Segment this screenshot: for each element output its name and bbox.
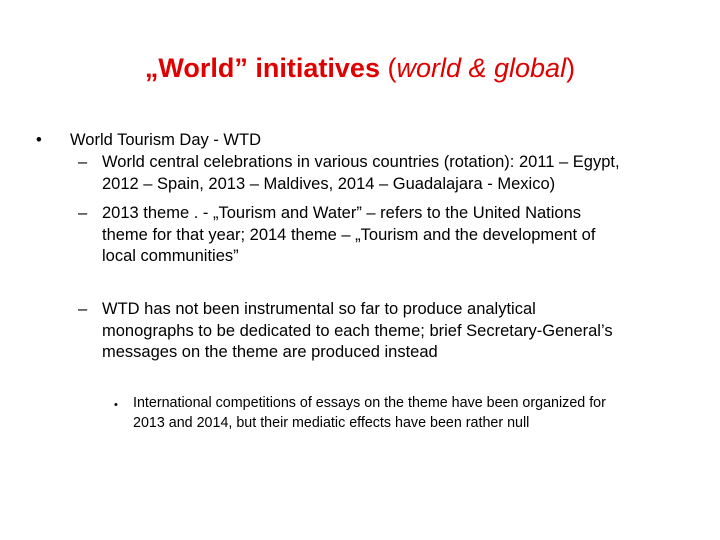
title-open-paren: ( (379, 53, 397, 83)
sub-item-line: messages on the theme are produced instead (102, 343, 438, 361)
slide-title (0, 50, 720, 86)
item-world-tourism-day: World Tourism Day - WTD (70, 131, 261, 149)
sub-item-line: local communities” (102, 247, 239, 265)
sub-item-themes (102, 203, 702, 268)
sub-item-line: monographs to be dedicated to each theme; brief Secretary-General’s (102, 321, 613, 340)
sub-item-line: 2012 – Spain, 2013 – Maldives, 2014 – Guadalajara - Mexico) (102, 174, 556, 193)
sub-sub-item-line: International competitions of essays on the theme have been organized for (133, 395, 606, 411)
sub-item-line: theme for that year; 2014 theme – „Tourism and the development of (102, 225, 596, 244)
sub-item-line: World central celebrations in various countries (rotation): 2011 – Egypt, (102, 153, 620, 171)
sub-item-line: WTD has not been instrumental so far to produce analytical (102, 300, 536, 318)
bullet-icon: • (36, 131, 42, 149)
small-bullet-icon: • (114, 399, 118, 411)
dash-icon: – (78, 300, 88, 318)
title-main: „World” initiatives (144, 53, 380, 83)
sub-item-monographs (102, 299, 702, 364)
title-italic: world & global (396, 53, 567, 83)
sub-sub-item-competitions (133, 393, 703, 433)
sub-sub-item-line: 2013 and 2014, but their mediatic effects have been rather null (133, 415, 530, 431)
title-close-paren: ) (566, 53, 576, 83)
dash-icon: – (78, 204, 88, 222)
sub-item-celebrations (102, 152, 702, 195)
dash-icon: – (78, 153, 88, 171)
sub-item-line: 2013 theme . - „Tourism and Water” – refers to the United Nations (102, 204, 582, 222)
